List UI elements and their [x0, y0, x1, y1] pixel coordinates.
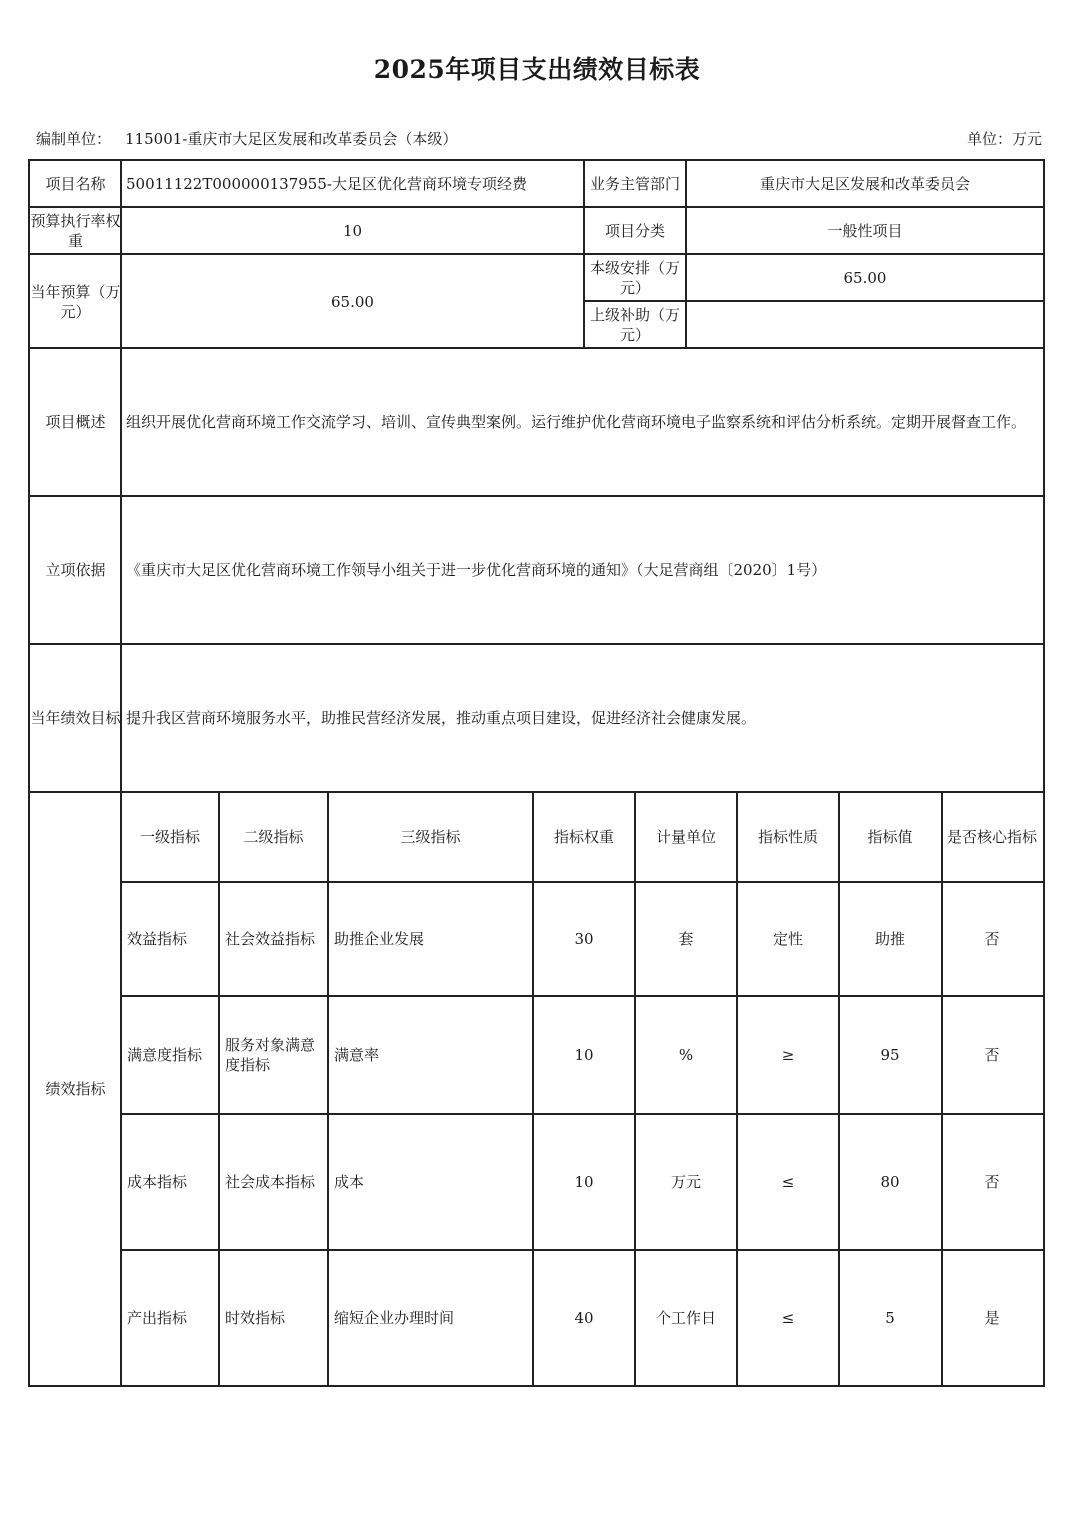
grid-line: [1043, 159, 1045, 1387]
row1-unit: 套: [678, 930, 694, 948]
grid-line: [838, 791, 840, 1387]
grid-line: [28, 643, 1045, 645]
local-label: 本级安排（万元）: [589, 259, 680, 297]
row2-weight: 10: [574, 1046, 594, 1064]
row2-level2: 服务对象满意度指标: [225, 1036, 316, 1074]
grid-line: [327, 791, 329, 1387]
grid-line: [532, 791, 534, 1387]
indicators-label: 绩效指标: [45, 1080, 106, 1098]
row4-unit: 个工作日: [655, 1309, 716, 1327]
row1-level1: 效益指标: [127, 930, 188, 948]
grid-line: [28, 206, 1045, 208]
row3-value: 80: [880, 1173, 900, 1191]
row4-level3: 缩短企业办理时间: [334, 1309, 455, 1327]
upper-label: 上级补助（万元）: [589, 306, 680, 344]
header-nature: 指标性质: [757, 828, 818, 846]
project-name-label: 项目名称: [45, 174, 106, 193]
grid-line: [28, 159, 30, 1387]
row2-level1: 满意度指标: [127, 1046, 203, 1064]
header-level2: 二级指标: [243, 828, 304, 846]
category-value: 一般性项目: [827, 222, 903, 240]
grid-line: [28, 159, 1045, 161]
row3-core: 否: [984, 1173, 1000, 1191]
row3-level1: 成本指标: [127, 1173, 188, 1191]
grid-line: [28, 253, 1045, 255]
row2-unit: %: [678, 1046, 694, 1064]
grid-line: [28, 791, 1045, 793]
header-level3: 三级指标: [400, 828, 461, 846]
row2-value: 95: [880, 1046, 900, 1064]
grid-line: [120, 159, 122, 1387]
grid-line: [28, 347, 1045, 349]
grid-line: [121, 995, 1045, 997]
header-level1: 一级指标: [139, 828, 200, 846]
budget-label: 当年预算（万元）: [30, 282, 121, 321]
header-value: 指标值: [867, 828, 913, 846]
local-value: 65.00: [843, 269, 887, 287]
upper-value: [687, 302, 1043, 348]
grid-line: [634, 791, 636, 1387]
header-core: 是否核心指标: [946, 828, 1037, 846]
unit-text: 单位：万元: [966, 130, 1042, 148]
org-line: [36, 128, 457, 149]
dept-label: 业务主管部门: [589, 174, 680, 193]
grid-line: [121, 1113, 1045, 1115]
row3-level2: 社会成本指标: [225, 1173, 316, 1191]
row3-level3: 成本: [334, 1173, 365, 1191]
row1-weight: 30: [574, 930, 594, 948]
row3-unit: 万元: [670, 1173, 701, 1191]
row4-weight: 40: [574, 1309, 594, 1327]
row1-level3: 助推企业发展: [334, 930, 425, 948]
row1-core: 否: [984, 930, 1000, 948]
goal-label: 当年绩效目标: [30, 709, 121, 727]
dept-value: 重庆市大足区发展和改革委员会: [759, 174, 970, 193]
row4-level2: 时效指标: [225, 1309, 286, 1327]
goal-value: 提升我区营商环境服务水平，助推民营经济发展，推动重点项目建设，促进经济社会健康发展。: [126, 709, 757, 727]
row1-level2: 社会效益指标: [225, 930, 316, 948]
overview-label: 项目概述: [45, 413, 106, 431]
grid-line: [736, 791, 738, 1387]
row4-value: 5: [885, 1309, 895, 1327]
row1-nature: 定性: [772, 930, 803, 948]
org-value: 115001-重庆市大足区发展和改革委员会（本级）: [125, 130, 458, 148]
row2-core: 否: [984, 1046, 1000, 1064]
basis-value: 《重庆市大足区优化营商环境工作领导小组关于进一步优化营商环境的通知》（大足营商组〔2020〕1号）: [126, 561, 827, 579]
header-weight: 指标权重: [553, 828, 614, 846]
page-title: 2025年项目支出绩效目标表: [373, 55, 701, 84]
grid-line: [685, 159, 687, 349]
grid-line: [218, 791, 220, 1387]
grid-line: [28, 1385, 1045, 1387]
grid-line: [28, 495, 1045, 497]
row3-weight: 10: [574, 1173, 594, 1191]
budget-value: 65.00: [331, 292, 374, 311]
overview-value: 组织开展优化营商环境工作交流学习、培训、宣传典型案例。运行维护优化营商环境电子监察系统和评估分析系统。定期开展督查工作。: [126, 413, 1027, 431]
exec-weight-value: 10: [342, 222, 363, 240]
grid-line: [941, 791, 943, 1387]
row2-level3: 满意率: [334, 1046, 380, 1064]
row2-nature: ≥: [781, 1046, 795, 1064]
org-label: 编制单位：: [36, 130, 112, 148]
row3-nature: ≤: [781, 1173, 795, 1191]
row4-core: 是: [984, 1309, 1000, 1327]
basis-label: 立项依据: [45, 561, 106, 579]
header-unit: 计量单位: [655, 828, 716, 846]
row4-nature: ≤: [781, 1309, 795, 1327]
exec-weight-label: 预算执行率权重: [30, 212, 121, 250]
grid-line: [121, 881, 1045, 883]
grid-line: [584, 300, 1045, 302]
grid-line: [583, 159, 585, 349]
row4-level1: 产出指标: [127, 1309, 188, 1327]
grid-line: [121, 1249, 1045, 1251]
category-label: 项目分类: [604, 222, 665, 240]
project-name-value: 50011122T000000137955-大足区优化营商环境专项经费: [126, 174, 527, 193]
row1-value: 助推: [874, 930, 905, 948]
